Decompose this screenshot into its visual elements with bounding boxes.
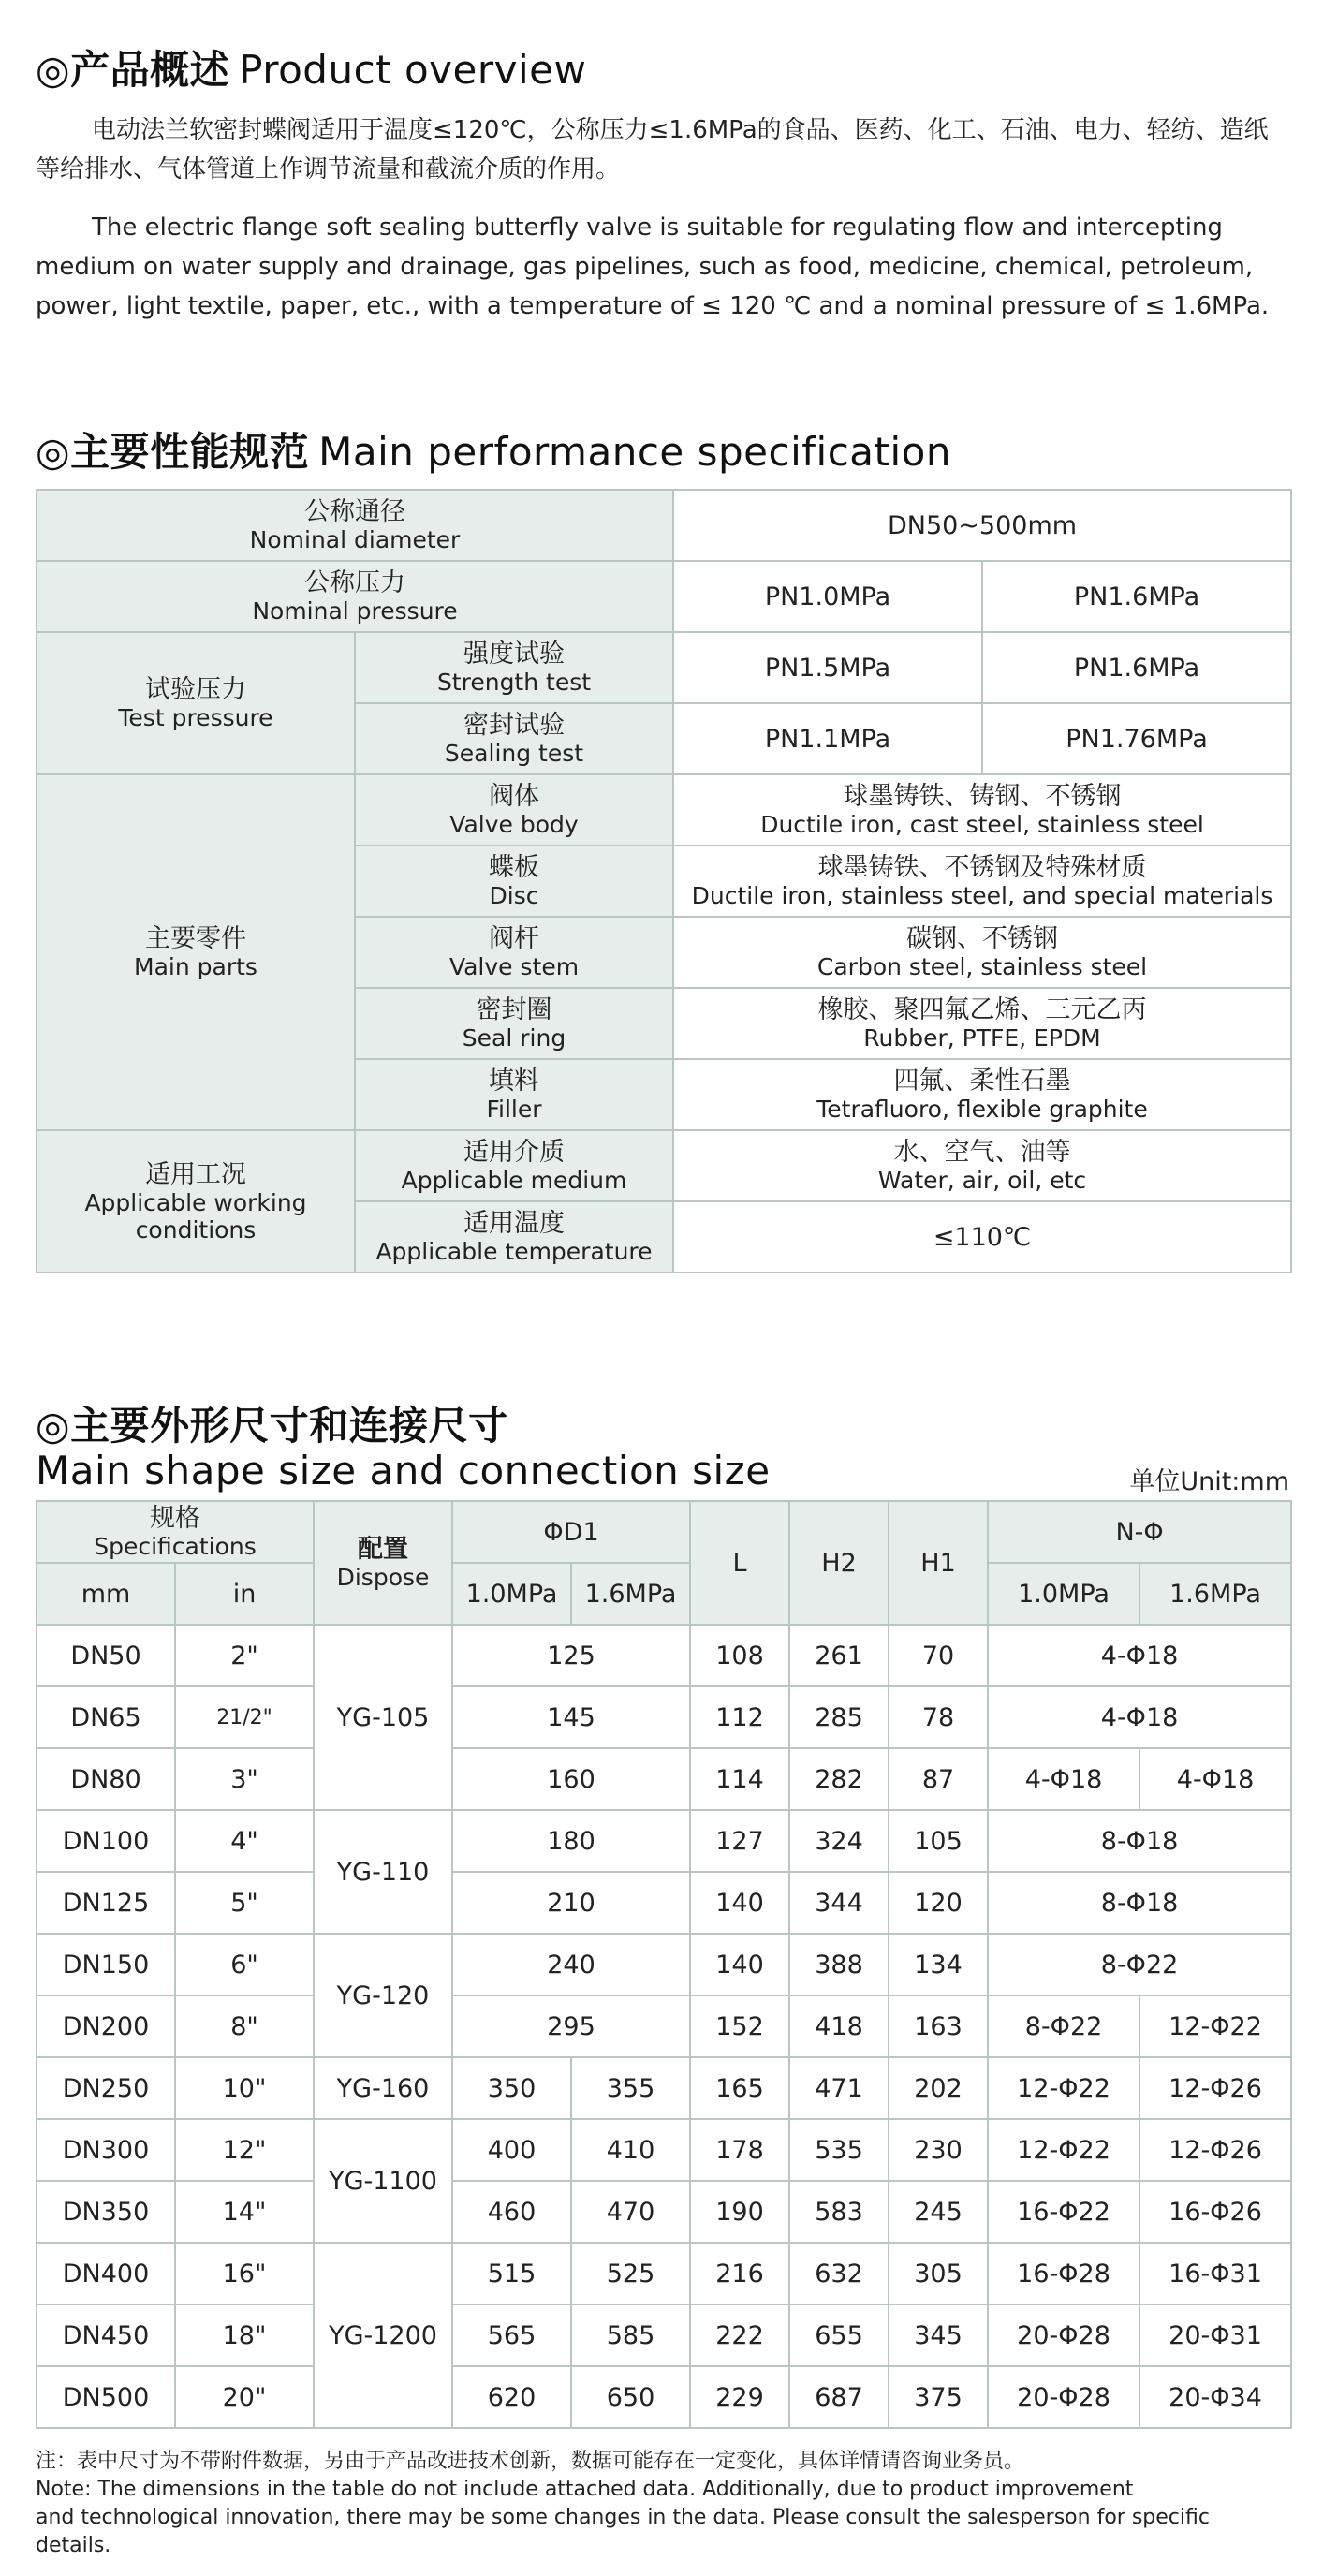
disc-label: 蝶板 Disc	[355, 846, 673, 917]
table-row	[37, 1625, 1291, 1686]
cell-l: 112	[690, 1686, 789, 1748]
table-row	[37, 2366, 1291, 2428]
cell-l: 152	[690, 1995, 789, 2057]
cell-mm: DN50	[37, 1625, 175, 1686]
table-row	[37, 1872, 1291, 1934]
cell-h2: 583	[789, 2181, 889, 2243]
overview-text-zh: 电动法兰软密封蝶阀适用于温度≤120℃，公称压力≤1.6MPa的食品、医药、化工、石油、电力、轻纺、造纸等给排水、气体管道上作调节流量和截流介质的作用。	[36, 116, 1269, 184]
table-row	[37, 2181, 1291, 2243]
cell-mm: DN400	[37, 2243, 175, 2304]
h2-header: H2	[789, 1501, 889, 1625]
seal-ring-value: 橡胶、聚四氟乙烯、三元乙丙 Rubber, PTFE, EPDM	[673, 988, 1291, 1059]
cell-h2: 282	[789, 1748, 889, 1810]
cell-d1: 180	[452, 1810, 690, 1872]
note-en-2: and technological innovation, there may be some changes in the data. Please consult the salesperson for specific details.	[36, 2506, 1210, 2557]
row-medium	[37, 1130, 1291, 1201]
table-row	[37, 1810, 1291, 1872]
note-en-1: Note: The dimensions in the table do not include attached data. Additionally, due to product improvement	[36, 2478, 1134, 2501]
main-parts-label: 主要零件 Main parts	[37, 774, 355, 1130]
filler-label: 填料 Filler	[355, 1059, 673, 1130]
cell-in: 10"	[175, 2057, 314, 2119]
cell-in: 12"	[175, 2119, 314, 2181]
cell-mm: DN250	[37, 2057, 175, 2119]
dim-header-row-1	[37, 1501, 1291, 1563]
dimensions-table	[36, 1500, 1292, 2429]
cell-h2: 655	[789, 2304, 889, 2366]
overview-text-en: The electric flange soft sealing butterfly valve is suitable for regulating flow and intercepting medium on water supply and drainage, gas pipelines, such as food, medicine, chemical, petroleum, power, light textile, paper, etc., with a temperature of ≤ 120 ℃ and a nominal pressure of ≤ 1.6MPa.	[36, 213, 1270, 320]
cell-h1: 87	[889, 1748, 988, 1810]
cell-mm: DN200	[37, 1995, 175, 2057]
cell-h1: 105	[889, 1810, 988, 1872]
cell-mm: DN300	[37, 2119, 175, 2181]
overview-heading	[36, 39, 586, 96]
cell-l: 222	[690, 2304, 789, 2366]
medium-value: 水、空气、油等 Water, air, oil, etc	[673, 1130, 1291, 1201]
cell-l: 140	[690, 1934, 789, 1995]
cell-l: 165	[690, 2057, 789, 2119]
table-row	[37, 1934, 1291, 1995]
cell-mm: DN65	[37, 1686, 175, 1748]
valve-stem-label: 阀杆 Valve stem	[355, 917, 673, 988]
mm-header: mm	[37, 1563, 175, 1625]
temperature-label: 适用温度 Applicable temperature	[355, 1201, 673, 1273]
cell-d1-16: 410	[571, 2119, 690, 2181]
row-strength-test	[37, 632, 1291, 703]
cell-in: 8"	[175, 1995, 314, 2057]
cell-d1-16: 585	[571, 2304, 690, 2366]
cell-d1-16: 355	[571, 2057, 690, 2119]
row-nominal-diameter	[37, 490, 1291, 561]
cell-dispose: YG-105	[314, 1625, 452, 1810]
cell-d1-16: 525	[571, 2243, 690, 2304]
cell-in: 3"	[175, 1748, 314, 1810]
cell-nphi-10: 20-Φ28	[988, 2366, 1139, 2428]
cell-nphi: 8-Φ18	[988, 1810, 1291, 1872]
dispose-header: 配置 Dispose	[314, 1501, 452, 1625]
cell-h2: 418	[789, 1995, 889, 2057]
cell-h2: 344	[789, 1872, 889, 1934]
working-conditions-label: 适用工况 Applicable working conditions	[37, 1130, 355, 1273]
cell-in: 21/2"	[175, 1686, 314, 1748]
row-nominal-pressure	[37, 561, 1291, 632]
cell-d1: 145	[452, 1686, 690, 1748]
nominal-pressure-v1: PN1.0MPa	[673, 561, 982, 632]
cell-d1: 125	[452, 1625, 690, 1686]
cell-d1-10: 460	[452, 2181, 571, 2243]
cell-dispose: YG-1100	[314, 2119, 452, 2243]
cell-dispose: YG-160	[314, 2057, 452, 2119]
cell-h1: 163	[889, 1995, 988, 2057]
cell-nphi-16: 20-Φ31	[1139, 2304, 1291, 2366]
d1-header: ΦD1	[452, 1501, 690, 1563]
cell-nphi-10: 4-Φ18	[988, 1748, 1139, 1810]
cell-in: 20"	[175, 2366, 314, 2428]
cell-nphi: 4-Φ18	[988, 1625, 1291, 1686]
valve-body-label: 阀体 Valve body	[355, 774, 673, 846]
disc-value: 球墨铸铁、不锈钢及特殊材质 Ductile iron, stainless steel, and special materials	[673, 846, 1291, 917]
cell-nphi-16: 12-Φ22	[1139, 1995, 1291, 2057]
cell-mm: DN125	[37, 1872, 175, 1934]
cell-h2: 285	[789, 1686, 889, 1748]
test-pressure-label: 试验压力 Test pressure	[37, 632, 355, 774]
cell-nphi: 4-Φ18	[988, 1686, 1291, 1748]
nphi-p16-header: 1.6MPa	[1139, 1563, 1291, 1625]
nphi-p10-header: 1.0MPa	[988, 1563, 1139, 1625]
cell-h2: 687	[789, 2366, 889, 2428]
cell-mm: DN450	[37, 2304, 175, 2366]
cell-h2: 324	[789, 1810, 889, 1872]
cell-h2: 632	[789, 2243, 889, 2304]
cell-nphi-10: 20-Φ28	[988, 2304, 1139, 2366]
cell-mm: DN150	[37, 1934, 175, 1995]
cell-nphi-16: 20-Φ34	[1139, 2366, 1291, 2428]
cell-l: 127	[690, 1810, 789, 1872]
cell-h2: 535	[789, 2119, 889, 2181]
cell-nphi: 8-Φ18	[988, 1872, 1291, 1934]
performance-heading-zh: ◎主要性能规范	[36, 429, 310, 475]
row-valve-body	[37, 774, 1291, 846]
cell-d1-10: 515	[452, 2243, 571, 2304]
cell-h1: 134	[889, 1934, 988, 1995]
cell-h1: 245	[889, 2181, 988, 2243]
cell-nphi-16: 16-Φ26	[1139, 2181, 1291, 2243]
cell-dispose: YG-120	[314, 1934, 452, 2057]
cell-h1: 230	[889, 2119, 988, 2181]
cell-h2: 471	[789, 2057, 889, 2119]
cell-mm: DN80	[37, 1748, 175, 1810]
cell-l: 190	[690, 2181, 789, 2243]
d1-p10-header: 1.0MPa	[452, 1563, 571, 1625]
cell-l: 114	[690, 1748, 789, 1810]
note-zh: 注：表中尺寸为不带附件数据，另由于产品改进技术创新，数据可能存在一定变化，具体详情请咨询业务员。	[36, 2450, 1025, 2473]
cell-in: 16"	[175, 2243, 314, 2304]
cell-l: 108	[690, 1625, 789, 1686]
table-row	[37, 2057, 1291, 2119]
cell-d1-10: 350	[452, 2057, 571, 2119]
cell-d1-16: 650	[571, 2366, 690, 2428]
cell-in: 14"	[175, 2181, 314, 2243]
in-header: in	[175, 1563, 314, 1625]
table-row	[37, 1995, 1291, 2057]
cell-nphi-10: 16-Φ28	[988, 2243, 1139, 2304]
table-row	[37, 1686, 1291, 1748]
table-row	[37, 2119, 1291, 2181]
cell-d1: 295	[452, 1995, 690, 2057]
cell-d1-10: 620	[452, 2366, 571, 2428]
cell-mm: DN500	[37, 2366, 175, 2428]
strength-test-v1: PN1.5MPa	[673, 632, 982, 703]
d1-p16-header: 1.6MPa	[571, 1563, 690, 1625]
cell-nphi-16: 4-Φ18	[1139, 1748, 1291, 1810]
unit-label: 单位Unit:mm	[1129, 1467, 1289, 1496]
cell-l: 140	[690, 1872, 789, 1934]
cell-in: 5"	[175, 1872, 314, 1934]
cell-h1: 375	[889, 2366, 988, 2428]
cell-nphi-10: 12-Φ22	[988, 2119, 1139, 2181]
cell-in: 6"	[175, 1934, 314, 1995]
cell-d1-10: 565	[452, 2304, 571, 2366]
performance-table	[36, 489, 1292, 1273]
dim-header-row-2	[37, 1563, 1291, 1625]
l-header: L	[690, 1501, 789, 1625]
cell-d1: 160	[452, 1748, 690, 1810]
table-row	[37, 2243, 1291, 2304]
overview-heading-en: Product overview	[239, 47, 587, 93]
strength-test-v2: PN1.6MPa	[982, 632, 1291, 703]
dimensions-heading-zh: ◎主要外形尺寸和连接尺寸	[36, 1403, 508, 1449]
nominal-pressure-label: 公称压力 Nominal pressure	[37, 561, 673, 632]
cell-in: 2"	[175, 1625, 314, 1686]
cell-nphi-10: 12-Φ22	[988, 2057, 1139, 2119]
cell-in: 4"	[175, 1810, 314, 1872]
cell-mm: DN350	[37, 2181, 175, 2243]
nominal-pressure-v2: PN1.6MPa	[982, 561, 1291, 632]
nphi-header: N-Φ	[988, 1501, 1291, 1563]
cell-d1-16: 470	[571, 2181, 690, 2243]
cell-l: 178	[690, 2119, 789, 2181]
cell-h1: 345	[889, 2304, 988, 2366]
cell-nphi-16: 16-Φ31	[1139, 2243, 1291, 2304]
cell-nphi: 8-Φ22	[988, 1934, 1291, 1995]
nominal-diameter-label: 公称通径 Nominal diameter	[37, 490, 673, 561]
cell-dispose: YG-1200	[314, 2243, 452, 2428]
cell-h1: 202	[889, 2057, 988, 2119]
cell-h2: 388	[789, 1934, 889, 1995]
cell-h2: 261	[789, 1625, 889, 1686]
cell-nphi-16: 12-Φ26	[1139, 2057, 1291, 2119]
filler-value: 四氟、柔性石墨 Tetrafluoro, flexible graphite	[673, 1059, 1291, 1130]
cell-l: 216	[690, 2243, 789, 2304]
sealing-test-v2: PN1.76MPa	[982, 703, 1291, 774]
cell-nphi-10: 16-Φ22	[988, 2181, 1139, 2243]
cell-mm: DN100	[37, 1810, 175, 1872]
valve-stem-value: 碳钢、不锈钢 Carbon steel, stainless steel	[673, 917, 1291, 988]
cell-in: 18"	[175, 2304, 314, 2366]
spec-header: 规格 Specifications	[37, 1501, 314, 1563]
sealing-test-v1: PN1.1MPa	[673, 703, 982, 774]
seal-ring-label: 密封圈 Seal ring	[355, 988, 673, 1059]
valve-body-value: 球墨铸铁、铸钢、不锈钢 Ductile iron, cast steel, stainless steel	[673, 774, 1291, 846]
cell-h1: 78	[889, 1686, 988, 1748]
cell-h1: 305	[889, 2243, 988, 2304]
dimensions-heading-en: Main shape size and connection size	[36, 1448, 771, 1494]
cell-nphi-10: 8-Φ22	[988, 1995, 1139, 2057]
cell-d1: 210	[452, 1872, 690, 1934]
cell-nphi-16: 12-Φ26	[1139, 2119, 1291, 2181]
cell-h1: 70	[889, 1625, 988, 1686]
sealing-test-label: 密封试验 Sealing test	[355, 703, 673, 774]
cell-d1-10: 400	[452, 2119, 571, 2181]
medium-label: 适用介质 Applicable medium	[355, 1130, 673, 1201]
performance-heading	[36, 421, 951, 478]
temperature-value: ≤110℃	[673, 1201, 1291, 1273]
nominal-diameter-value: DN50~500mm	[673, 490, 1291, 561]
cell-l: 229	[690, 2366, 789, 2428]
h1-header: H1	[889, 1501, 988, 1625]
strength-test-label: 强度试验 Strength test	[355, 632, 673, 703]
cell-dispose: YG-110	[314, 1810, 452, 1934]
cell-d1: 240	[452, 1934, 690, 1995]
table-row	[37, 1748, 1291, 1810]
performance-heading-en: Main performance specification	[318, 429, 951, 475]
cell-h1: 120	[889, 1872, 988, 1934]
notes	[36, 2448, 1290, 2560]
table-row	[37, 2304, 1291, 2366]
overview-heading-zh: ◎产品概述	[36, 47, 230, 93]
